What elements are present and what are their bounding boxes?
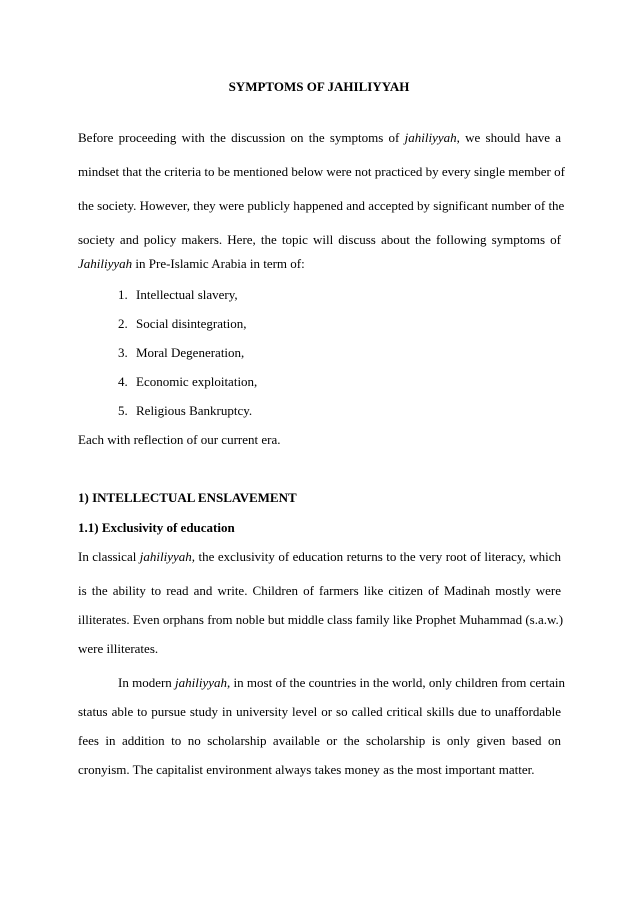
intro-italic-term: jahiliyyah bbox=[404, 130, 457, 145]
intro-line-4: society and policy makers. Here, the topic will discuss about the following symptoms of bbox=[78, 232, 561, 247]
list-item bbox=[118, 374, 257, 390]
closing-line: Each with reflection of our current era. bbox=[78, 432, 281, 447]
body-italic-term: jahiliyyah, bbox=[139, 549, 196, 564]
section1-p2-line-2: status able to pursue study in university level or so called critical skills due to unaffordable bbox=[78, 704, 561, 719]
page-title: SYMPTOMS OF JAHILIYYAH bbox=[228, 79, 410, 94]
list-item bbox=[118, 287, 238, 303]
intro-text: Before proceeding with the discussion on the symptoms of bbox=[78, 130, 405, 145]
section1-p2-line-1 bbox=[118, 675, 565, 691]
intro-line-3: the society. However, they were publicly happened and accepted by significant number of the bbox=[78, 198, 565, 213]
intro-text: in Pre-Islamic Arabia in term of: bbox=[132, 256, 305, 271]
section1-p1-line-3: illiterates. Even orphans from noble but middle class family like Prophet Muhammad (s.a.w.) bbox=[78, 612, 564, 627]
body-text: In modern bbox=[118, 675, 176, 690]
list-text: Economic exploitation, bbox=[136, 374, 258, 389]
list-number: 4. bbox=[118, 374, 128, 389]
body-text: , in most of the countries in the world, only children from certain bbox=[227, 675, 565, 690]
body-text: the exclusivity of education returns to the very root of literacy, which bbox=[195, 549, 561, 564]
body-italic-term: jahiliyyah bbox=[175, 675, 228, 690]
section1-p1-line-1 bbox=[78, 549, 561, 565]
list-item bbox=[118, 403, 252, 419]
list-number: 5. bbox=[118, 403, 128, 418]
section1-p2-line-3: fees in addition to no scholarship available or the scholarship is only given based on bbox=[78, 733, 561, 748]
list-number: 1. bbox=[118, 287, 128, 302]
section1-p2-line-4: cronyism. The capitalist environment always takes money as the most important matter. bbox=[78, 762, 535, 777]
list-text: Moral Degeneration, bbox=[136, 345, 245, 360]
intro-line-2: mindset that the criteria to be mentioned below were not practiced by every single member of bbox=[78, 164, 565, 179]
section-heading: 1) INTELLECTUAL ENSLAVEMENT bbox=[78, 490, 297, 505]
intro-italic-term: Jahiliyyah bbox=[78, 256, 133, 271]
list-text: Social disintegration, bbox=[136, 316, 247, 331]
list-text: Intellectual slavery, bbox=[136, 287, 238, 302]
list-item bbox=[118, 345, 244, 361]
intro-line-1 bbox=[78, 130, 561, 146]
list-text: Religious Bankruptcy. bbox=[136, 403, 253, 418]
section1-p1-line-2: is the ability to read and write. Children of farmers like citizen of Madinah mostly were bbox=[78, 583, 561, 598]
section1-p1-line-4: were illiterates. bbox=[78, 641, 159, 656]
intro-text: , we should have a bbox=[456, 130, 562, 145]
intro-line-5 bbox=[78, 256, 561, 272]
body-text: In classical bbox=[78, 549, 140, 564]
list-item bbox=[118, 316, 246, 332]
list-number: 3. bbox=[118, 345, 128, 360]
section-subheading: 1.1) Exclusivity of education bbox=[78, 520, 235, 535]
list-number: 2. bbox=[118, 316, 128, 331]
